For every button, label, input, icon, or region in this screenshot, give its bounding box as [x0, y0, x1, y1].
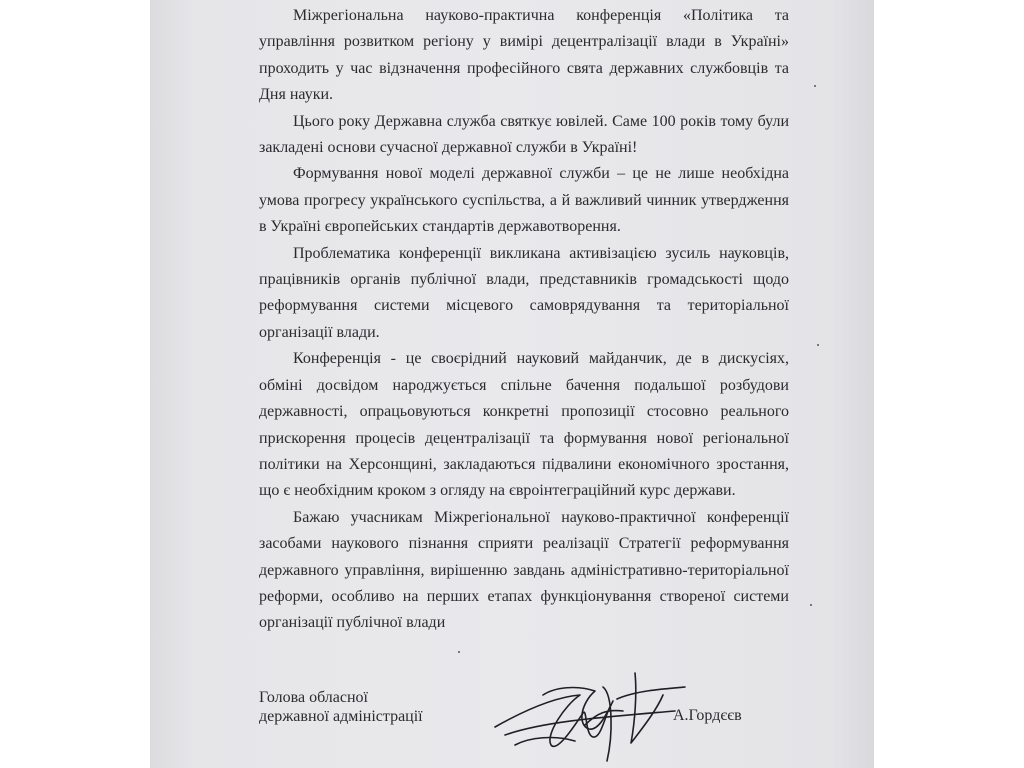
signatory-name: А.Гордєєв [673, 707, 742, 724]
scan-speck [814, 85, 816, 87]
scan-speck [817, 344, 819, 346]
document-page [150, 0, 874, 768]
signatory-title [259, 688, 459, 726]
paragraph-new-model: Формування нової моделі державної служби – це не лише необхідна умова прогресу українського суспільства, а й важливий чинник утвердження в Україні європейських стандартів державотворення. [259, 165, 789, 236]
signatory-title-line1: Голова обласної [259, 689, 368, 706]
paragraph-civil-service-jubilee: Цього року Державна служба святкує ювілей. Саме 100 років тому були закладені основи сучасної державної служби в Україні! [259, 112, 789, 157]
signatory-title-line2: державної адміністрації [259, 708, 423, 725]
scan-speck [458, 651, 460, 653]
letter-body [259, 3, 789, 637]
paragraph-conference-intro: Міжрегіональна науково-практична конференція «Політика та управління розвитком регіону у вимірі децентралізації влади в Україні» проходить у час відзначення професійного свята державних службовців та Дня науки. [259, 7, 789, 104]
paragraph-discussion-platform: Конференція - це своєрідний науковий майданчик, де в дискусіях, обміні досвідом народжується спільне бачення подальшої розбудови державності, опрацьовуються конкретні пропозиції стосовно реального прискорення процесів децентралізації та формування нової регіональної політики на Херсонщині, закладаються підвалини економічного зростання, що є необхідним кроком з огляду на євроінтеграційний курс держави. [259, 350, 789, 500]
scan-speck [810, 604, 812, 606]
paragraph-wishes: Бажаю учасникам Міжрегіональної науково-практичної конференції засобами наукового пізнання сприяти реалізації Стратегії реформування державного управління, вирішенню завдань адміністративно-територіальної реформи, особливо на перших етапах функціонування створеної системи організації публічної влади [259, 508, 789, 632]
paragraph-problematics: Проблематика конференції викликана активізацією зусиль науковців, працівників органів публічної влади, представників громадськості щодо реформування системи місцевого самоврядування та територіальної організації влади. [259, 244, 789, 341]
handwritten-signature [485, 665, 695, 768]
